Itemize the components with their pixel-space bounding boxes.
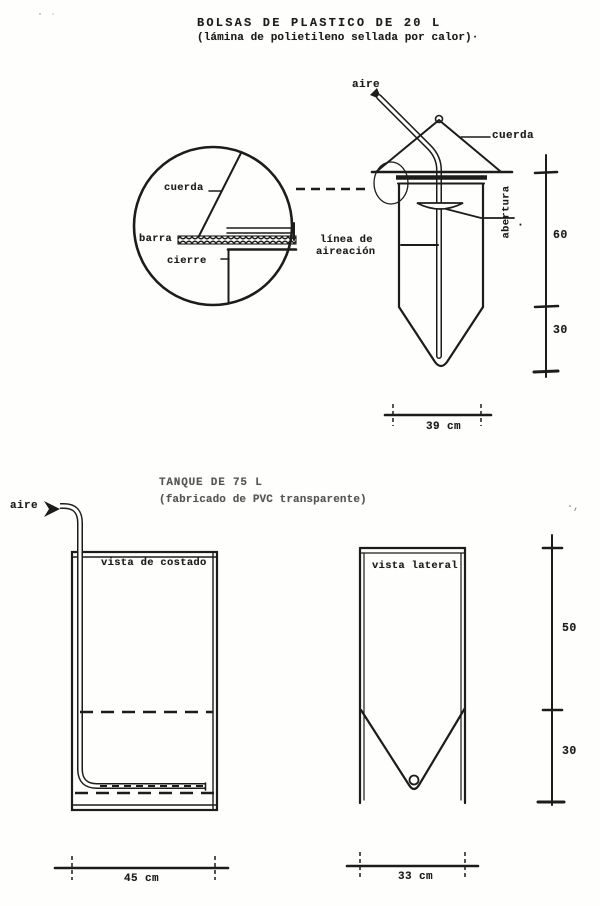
dimension-33cm: 33 cm (398, 871, 434, 883)
detail-label-barra: barra (139, 233, 173, 245)
height-scale-fig2 (538, 535, 564, 805)
figure2-title: TANQUE DE 75 L (159, 477, 263, 489)
scan-stray-mark: ·, (567, 502, 580, 513)
scale2-value-30: 30 (562, 745, 577, 758)
label-vista-costado: vista de costado (101, 557, 207, 569)
label-abertura-mark: · (517, 219, 525, 232)
tank-lateral-view (360, 548, 465, 803)
drain-circle (410, 776, 419, 785)
tank-air-tube (60, 506, 206, 790)
label-aire-fig2: aire (10, 500, 39, 512)
label-abertura: abertura (500, 185, 513, 239)
scale-value-60: 60 (553, 229, 568, 242)
barra-coil-bar (178, 236, 296, 244)
label-aire-fig1: aire (352, 79, 381, 91)
air-arrow-icon-2 (44, 501, 60, 517)
figure1-subtitle: (lámina de polietileno sellada por calor)· (197, 32, 479, 44)
detail-label-cierre: cierre (167, 255, 207, 267)
scan-speckles (39, 13, 54, 15)
bag-opening (417, 203, 463, 209)
figure2-subtitle: (fabricado de PVC transparente) (159, 494, 367, 506)
height-scale-fig1 (534, 155, 558, 377)
dimension-39cm: 39 cm (426, 421, 462, 433)
label-vista-lateral: vista lateral (372, 560, 458, 572)
detail-label-cuerda: cuerda (164, 182, 204, 194)
label-linea-aireacion-1: línea de (320, 234, 373, 246)
scale-value-30: 30 (553, 324, 568, 337)
air-tube (379, 97, 439, 356)
dimension-45cm: 45 cm (124, 873, 160, 885)
label-cuerda-fig1: cuerda (492, 130, 535, 142)
detail-circle (134, 147, 296, 305)
tank-side-view (72, 552, 217, 810)
figure1-title: BOLSAS DE PLASTICO DE 20 L (197, 16, 442, 30)
detail-rope-line (199, 153, 241, 236)
label-linea-aireacion-2: aireación (316, 246, 376, 258)
scale2-value-50: 50 (562, 622, 577, 635)
